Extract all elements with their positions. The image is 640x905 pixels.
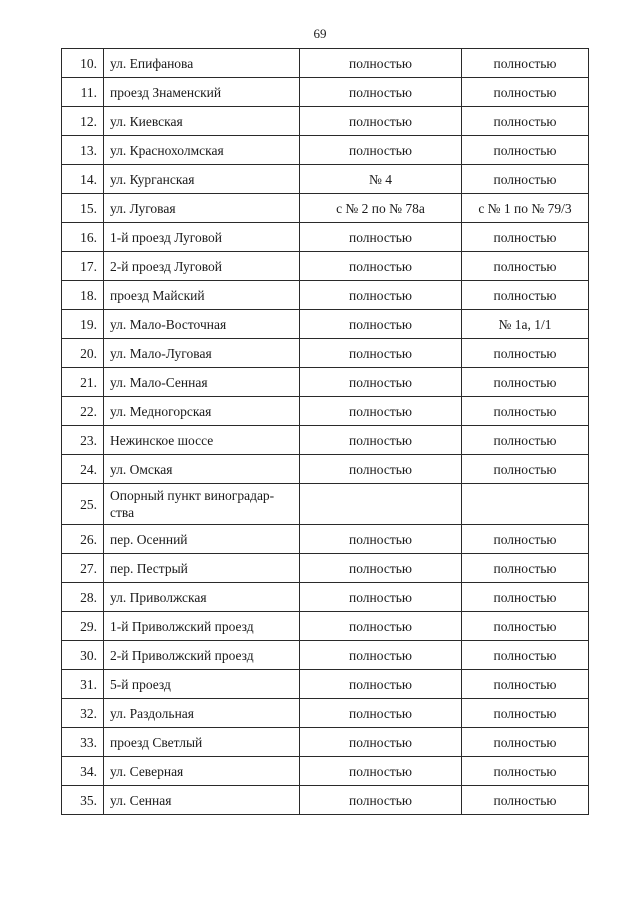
table-row <box>62 484 589 525</box>
table-row <box>62 252 589 281</box>
row-number: 24. <box>62 455 104 484</box>
row-number: 19. <box>62 310 104 339</box>
row-number: 11. <box>62 78 104 107</box>
row-number: 16. <box>62 223 104 252</box>
street-name: пер. Осенний <box>104 525 300 554</box>
row-number: 17. <box>62 252 104 281</box>
coverage-a: полностью <box>300 49 462 78</box>
row-number: 30. <box>62 641 104 670</box>
street-name: ул. Раздольная <box>104 699 300 728</box>
street-name: ул. Луговая <box>104 194 300 223</box>
coverage-b: с № 1 по № 79/3 <box>462 194 589 223</box>
row-number: 15. <box>62 194 104 223</box>
table-row <box>62 426 589 455</box>
row-number: 10. <box>62 49 104 78</box>
street-name: ул. Курганская <box>104 165 300 194</box>
coverage-a: с № 2 по № 78а <box>300 194 462 223</box>
row-number: 20. <box>62 339 104 368</box>
table-row <box>62 310 589 339</box>
coverage-b: полностью <box>462 455 589 484</box>
coverage-a: полностью <box>300 728 462 757</box>
street-name: 5-й проезд <box>104 670 300 699</box>
coverage-b: полностью <box>462 136 589 165</box>
coverage-b: полностью <box>462 107 589 136</box>
coverage-a: полностью <box>300 670 462 699</box>
coverage-b: полностью <box>462 757 589 786</box>
street-name: пер. Пестрый <box>104 554 300 583</box>
street-name: проезд Майский <box>104 281 300 310</box>
table-row <box>62 165 589 194</box>
coverage-b: полностью <box>462 786 589 815</box>
table-row <box>62 699 589 728</box>
table-row <box>62 49 589 78</box>
coverage-a: полностью <box>300 525 462 554</box>
coverage-b: полностью <box>462 165 589 194</box>
table-row <box>62 136 589 165</box>
row-number: 26. <box>62 525 104 554</box>
street-name: ул. Епифанова <box>104 49 300 78</box>
street-name: 1-й проезд Луговой <box>104 223 300 252</box>
table-row <box>62 554 589 583</box>
coverage-a: полностью <box>300 136 462 165</box>
street-name: Нежинское шоссе <box>104 426 300 455</box>
coverage-b: полностью <box>462 49 589 78</box>
coverage-b: полностью <box>462 612 589 641</box>
row-number: 33. <box>62 728 104 757</box>
table-row <box>62 368 589 397</box>
coverage-b: полностью <box>462 281 589 310</box>
row-number: 31. <box>62 670 104 699</box>
coverage-a: полностью <box>300 554 462 583</box>
table-row <box>62 583 589 612</box>
coverage-a: полностью <box>300 78 462 107</box>
table-row <box>62 78 589 107</box>
street-name: ул. Приволжская <box>104 583 300 612</box>
table-row <box>62 455 589 484</box>
table-row <box>62 786 589 815</box>
coverage-b: полностью <box>462 583 589 612</box>
coverage-a: полностью <box>300 583 462 612</box>
coverage-b: полностью <box>462 525 589 554</box>
streets-table-body <box>62 49 589 815</box>
coverage-a: полностью <box>300 368 462 397</box>
street-name: ул. Омская <box>104 455 300 484</box>
table-row <box>62 194 589 223</box>
coverage-a: полностью <box>300 786 462 815</box>
table-row <box>62 612 589 641</box>
table-row <box>62 281 589 310</box>
coverage-b: полностью <box>462 426 589 455</box>
street-name: проезд Светлый <box>104 728 300 757</box>
row-number: 12. <box>62 107 104 136</box>
coverage-a: полностью <box>300 252 462 281</box>
coverage-a: полностью <box>300 641 462 670</box>
row-number: 18. <box>62 281 104 310</box>
coverage-a: полностью <box>300 426 462 455</box>
table-row <box>62 107 589 136</box>
table-row <box>62 339 589 368</box>
coverage-a: полностью <box>300 310 462 339</box>
coverage-b: № 1а, 1/1 <box>462 310 589 339</box>
coverage-b: полностью <box>462 641 589 670</box>
coverage-b: полностью <box>462 252 589 281</box>
coverage-b <box>462 484 589 525</box>
table-row <box>62 223 589 252</box>
row-number: 21. <box>62 368 104 397</box>
street-name: ул. Северная <box>104 757 300 786</box>
row-number: 13. <box>62 136 104 165</box>
coverage-a: полностью <box>300 699 462 728</box>
street-name: ул. Сенная <box>104 786 300 815</box>
table-row <box>62 757 589 786</box>
coverage-a: полностью <box>300 757 462 786</box>
coverage-b: полностью <box>462 670 589 699</box>
table-row <box>62 525 589 554</box>
row-number: 27. <box>62 554 104 583</box>
street-name: ул. Мало-Луговая <box>104 339 300 368</box>
street-name: 2-й Приволжский проезд <box>104 641 300 670</box>
row-number: 28. <box>62 583 104 612</box>
row-number: 29. <box>62 612 104 641</box>
coverage-b: полностью <box>462 368 589 397</box>
table-row <box>62 641 589 670</box>
coverage-a: полностью <box>300 455 462 484</box>
page-number: 69 <box>313 26 327 41</box>
street-name: ул. Мало-Восточная <box>104 310 300 339</box>
street-name: проезд Знаменский <box>104 78 300 107</box>
coverage-b: полностью <box>462 728 589 757</box>
street-name: ул. Мало-Сенная <box>104 368 300 397</box>
row-number: 35. <box>62 786 104 815</box>
street-name: 2-й проезд Луговой <box>104 252 300 281</box>
row-number: 25. <box>62 484 104 525</box>
street-name: ул. Краснохолмская <box>104 136 300 165</box>
coverage-b: полностью <box>462 78 589 107</box>
street-name: 1-й Приволжский проезд <box>104 612 300 641</box>
row-number: 22. <box>62 397 104 426</box>
coverage-a: полностью <box>300 397 462 426</box>
row-number: 14. <box>62 165 104 194</box>
table-row <box>62 670 589 699</box>
row-number: 32. <box>62 699 104 728</box>
coverage-a: № 4 <box>300 165 462 194</box>
street-name: Опорный пункт виноградар-ства <box>104 484 300 525</box>
streets-table <box>61 48 589 815</box>
row-number: 34. <box>62 757 104 786</box>
table-row <box>62 728 589 757</box>
coverage-a: полностью <box>300 107 462 136</box>
street-name: ул. Медногорская <box>104 397 300 426</box>
coverage-a: полностью <box>300 223 462 252</box>
coverage-b: полностью <box>462 397 589 426</box>
coverage-b: полностью <box>462 339 589 368</box>
row-number: 23. <box>62 426 104 455</box>
table-row <box>62 397 589 426</box>
coverage-a: полностью <box>300 339 462 368</box>
coverage-b: полностью <box>462 699 589 728</box>
coverage-a <box>300 484 462 525</box>
coverage-a: полностью <box>300 281 462 310</box>
street-name: ул. Киевская <box>104 107 300 136</box>
coverage-b: полностью <box>462 223 589 252</box>
coverage-a: полностью <box>300 612 462 641</box>
coverage-b: полностью <box>462 554 589 583</box>
